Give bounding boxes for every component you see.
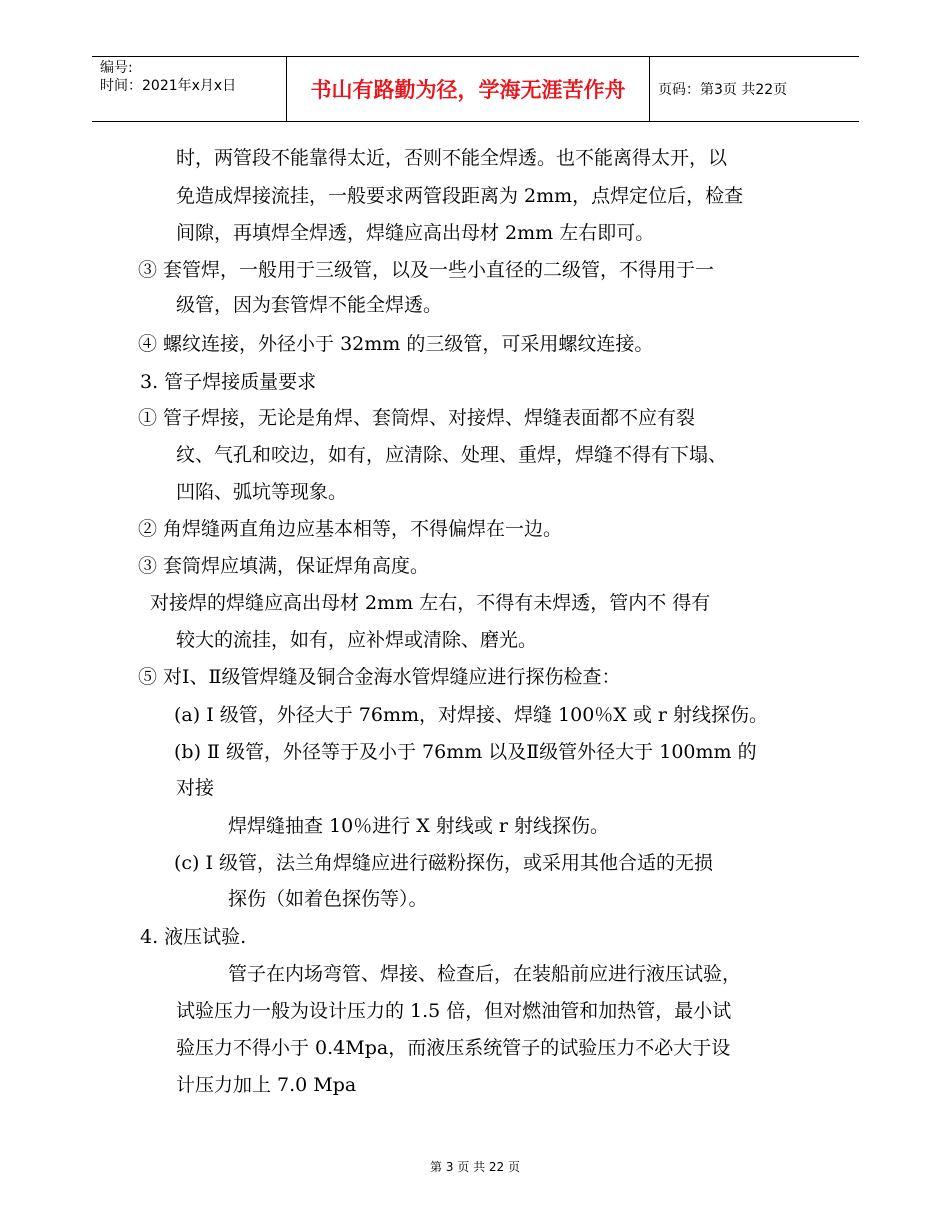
body-line: 间隙，再填焊全焊透，焊缝应高出母材 2mm 左右即可。 xyxy=(176,222,655,244)
body-line: (a) Ⅰ 级管，外径大于 76mm，对焊接、焊缝 100％X 或 r 射线探伤。 xyxy=(174,704,769,726)
body-line: 较大的流挂，如有，应补焊或清除、磨光。 xyxy=(176,629,538,651)
body-line: 管子在内场弯管、焊接、检查后，在装船前应进行液压试验， xyxy=(228,963,742,985)
body-line: ⑤ 对Ⅰ、Ⅱ级管焊缝及铜合金海水管焊缝应进行探伤检查： xyxy=(138,666,621,688)
body-line: 试验压力一般为设计压力的 1.5 倍，但对燃油管和加热管，最小试 xyxy=(176,1000,732,1022)
body-line: (c) Ⅰ 级管，法兰角焊缝应进行磁粉探伤，或采用其他合适的无损 xyxy=(174,852,714,874)
body-line: 4. 液压试验. xyxy=(140,926,247,948)
body-line: 验压力不得小于 0.4Mpa，而液压系统管子的试验压力不必大于设 xyxy=(176,1037,731,1059)
body-line: 探伤（如着色探伤等）。 xyxy=(228,888,428,910)
body-line: 免造成焊接流挂，一般要求两管段距离为 2mm，点焊定位后，检查 xyxy=(176,185,744,207)
body-line: 3. 管子焊接质量要求 xyxy=(140,371,317,393)
body-line: ④ 螺纹连接，外径小于 32mm 的三级管，可采用螺纹连接。 xyxy=(138,333,654,355)
body-line: 时，两管段不能靠得太近，否则不能全焊透。也不能离得太开，以 xyxy=(176,147,728,169)
body-line: 计压力加上 7.0 Mpa xyxy=(176,1074,357,1096)
header-motto: 书山有路勤为径，学海无涯苦作舟 xyxy=(286,57,650,121)
body-line: ③ 套筒焊应填满，保证焊角高度。 xyxy=(138,555,430,577)
header-meta xyxy=(92,57,286,121)
body-line: 级管，因为套管焊不能全焊透。 xyxy=(176,294,443,316)
body-line: 凹陷、弧坑等现象。 xyxy=(176,481,348,503)
page-header xyxy=(92,56,859,122)
body-line: 焊焊缝抽查 10％进行 X 射线或 r 射线探伤。 xyxy=(228,815,609,837)
header-page-label: 页码：第3页 共22页 xyxy=(658,82,788,98)
body-line: (b) Ⅱ 级管，外径等于及小于 76mm 以及Ⅱ级管外径大于 100mm 的 xyxy=(174,741,757,763)
doc-number-label: 编号: xyxy=(100,60,133,76)
body-line: ① 管子焊接，无论是角焊、套筒焊、对接焊、焊缝表面都不应有裂 xyxy=(138,407,696,429)
body-line: ② 角焊缝两直角边应基本相等，不得偏焊在一边。 xyxy=(138,518,563,540)
body-line: ③ 套管焊，一般用于三级管，以及一些小直径的二级管，不得用于一 xyxy=(138,259,715,281)
doc-time-label: 时间：2021年x月x日 xyxy=(100,78,237,94)
body-line: 对接焊的焊缝应高出母材 2mm 左右，不得有未焊透，管内不 得有 xyxy=(150,592,711,614)
body-line: 纹、气孔和咬边，如有，应清除、处理、重焊，焊缝不得有下塌、 xyxy=(176,444,728,466)
body-line: 对接 xyxy=(176,777,215,799)
page-footer: 第 3 页 共 22 页 xyxy=(430,1160,520,1174)
